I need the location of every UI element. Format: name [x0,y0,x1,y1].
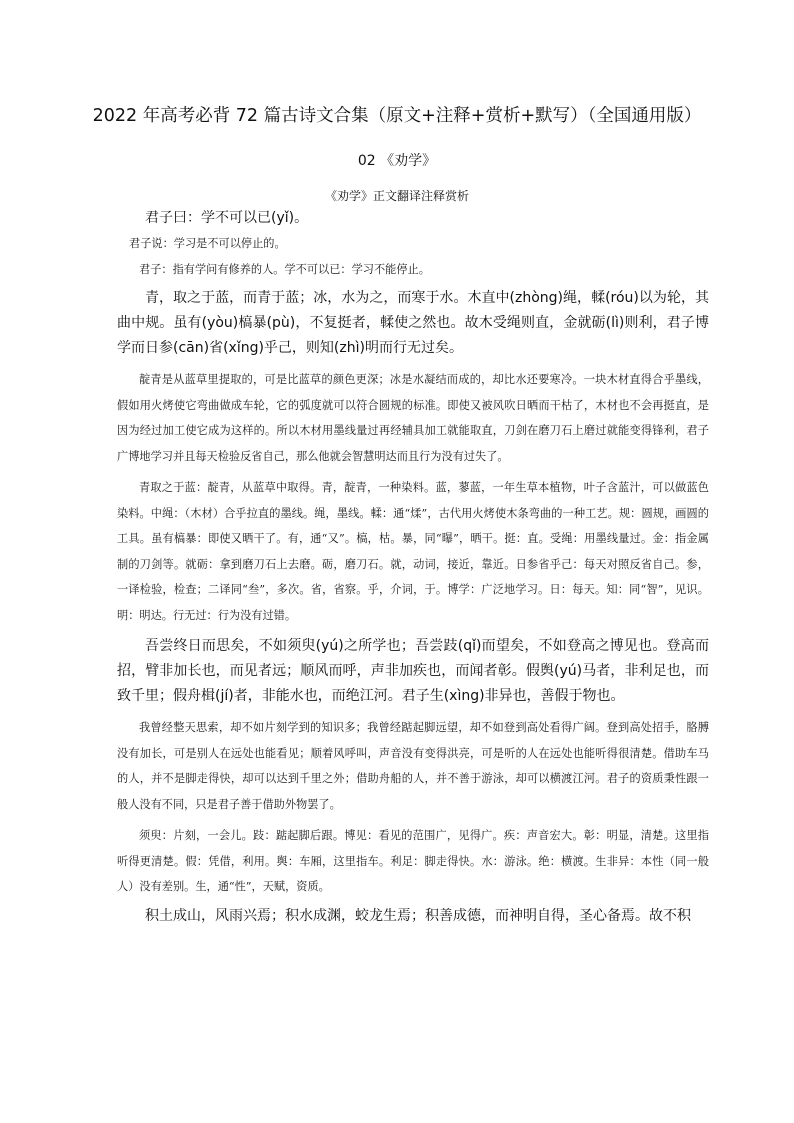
section-heading: 《劝学》正文翻译注释赏析 [324,189,469,203]
annotation-paragraph: 须臾：片刻，一会儿。跂：踮起脚后跟。博见：看见的范围广，见得广。疾：声音宏大。彰：明显，清楚。这里指听得更清楚。假：凭借，利用。舆：车厢，这里指车。利足：脚走得快。水：游泳。绝：横渡。生非异：本性（同一般人）没有差别。生，通“性”，天赋，资质。 [117,829,709,893]
translation-paragraph: 君子说：学习是不可以停止的。 [129,237,286,250]
annotation-paragraph: 青取之于蓝：靛青，从蓝草中取得。青，靛青，一种染料。蓝，蓼蓝，一年生草本植物，叶子含蓝汁，可以做蓝色染料。中绳：（木材）合乎拉直的墨线。绳，墨线。輮：通“煣”，古代用火烤使木条弯曲的一种工艺。规：圆规，画圆的工具。虽有槁暴：即使又晒干了。有，通“又”。槁，枯。暴，同“曝”，晒干。挺：直。受绳：用墨线量过。金：指金属制的刀剑等。就砺：拿到磨刀石上去磨。砺，磨刀石。就，动词，接近，靠近。日参省乎己：每天对照反省自己。参，一译检验，检查；二译同“叁”，多次。省，省察。乎，介词，于。博学：广泛地学习。日：每天。知：同“智”，见识。明：明达。行无过：行为没有过错。 [117,481,709,622]
chapter-title: 02 《劝学》 [357,153,437,169]
original-text-paragraph: 吾尝终日而思矣，不如须臾(yú)之所学也；吾尝跂(qǐ)而望矣，不如登高之博见也。登高而招，臂非加长也，而见者远；顺风而呼，声非加疾也，而闻者彰。假舆(yú)马者，非利足也，而致千里；假舟楫(jí)者，非能水也，而绝江河。君子生(xìng)非异也，善假于物也。 [117,638,709,704]
translation-paragraph: 我曾经整天思索，却不如片刻学到的知识多；我曾经踮起脚远望，却不如登到高处看得广阔。登到高处招手，胳膊没有加长，可是别人在远处也能看见；顺着风呼叫，声音没有变得洪亮，可是听的人在远处也能听得很清楚。借助车马的人，并不是脚走得快，却可以达到千里之外；借助舟船的人，并不善于游泳，却可以横渡江河。君子的资质秉性跟一般人没有不同，只是君子善于借助外物罢了。 [117,721,709,811]
original-text-paragraph: 君子曰：学不可以已(yǐ)。 [145,210,309,226]
original-text-paragraph: 青，取之于蓝，而青于蓝；冰，水为之，而寒于水。木直中(zhòng)绳，輮(róu)以为轮，其曲中规。虽有(yòu)槁暴(pù)，不复挺者，輮使之然也。故木受绳则直，金就砺(lì)则利，君子博学而日参(cān)省(xǐng)乎己，则知(zhì)明而行无过矣。 [117,290,709,356]
translation-paragraph: 靛青是从蓝草里提取的，可是比蓝草的颜色更深；冰是水凝结而成的，却比水还要寒冷。一块木材直得合乎墨线，假如用火烤使它弯曲做成车轮，它的弧度就可以符合圆规的标准。即使又被风吹日晒而干枯了，木材也不会再挺直，是因为经过加工使它成为这样的。所以木材用墨线量过再经辅具加工就能取直，刀剑在磨刀石上磨过就能变得锋利，君子广博地学习并且每天检验反省自己，那么他就会智慧明达而且行为没有过失了。 [117,373,709,463]
page-title: 2022 年高考必背 72 篇古诗文合集（原文+注释+赏析+默写）（全国通用版） [92,106,702,126]
document-body [117,206,709,929]
annotation-paragraph: 君子：指有学问有修养的人。学不可以已：学习不能停止。 [139,262,430,276]
original-text-paragraph: 积土成山，风雨兴焉；积水成渊，蛟龙生焉；积善成德，而神明自得，圣心备焉。故不积 [145,907,691,924]
